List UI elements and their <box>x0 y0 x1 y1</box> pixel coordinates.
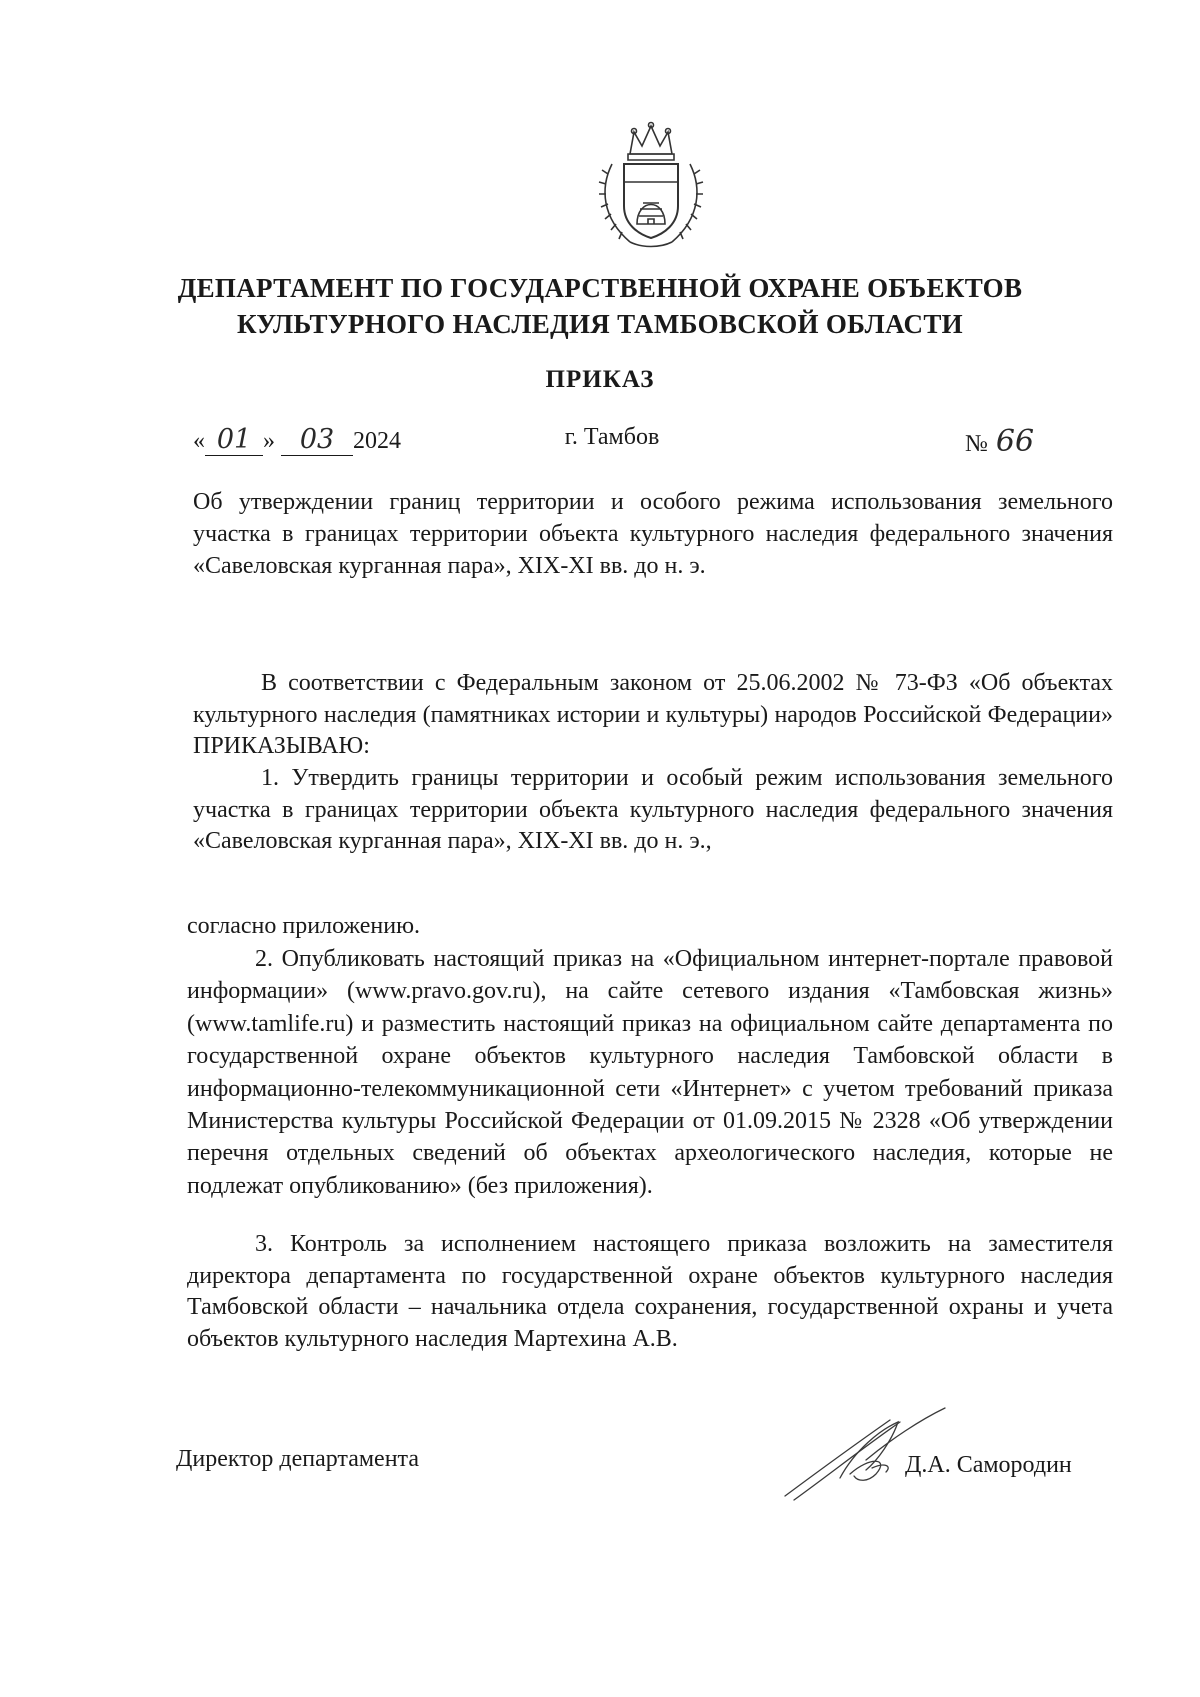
date-open-quote: « <box>193 428 205 454</box>
document-type-title: ПРИКАЗ <box>545 366 655 393</box>
agency-name <box>0 270 1200 342</box>
order-city: г. Тамбов <box>564 424 660 450</box>
director-title: Директор департамента <box>176 1446 419 1472</box>
date-month: 03 <box>281 424 353 456</box>
agency-name-line1: ДЕПАРТАМЕНТ ПО ГОСУДАРСТВЕННОЙ ОХРАНЕ ОБЪЕКТОВ <box>177 273 1023 303</box>
date-year: 2024 <box>353 428 401 454</box>
preamble-paragraph: В соответствии с Федеральным законом от 25.06.2002 № 73-ФЗ «Об объектах культурного наследия (памятниках истории и культуры) народов Российской Федерации» ПРИКАЗЫВАЮ: <box>193 670 1113 759</box>
date-day: 01 <box>205 424 263 456</box>
date-close-quote: » <box>263 428 275 454</box>
order-number <box>965 424 1034 459</box>
order-subject: Об утверждении границ территории и особого режима использования земельного участка в границах территории объекта культурного наследия федерального значения «Савеловская курганная пара», XIX-XI вв. до н. э. <box>193 489 1113 579</box>
order-item-2: 2. Опубликовать настоящий приказ на «Официальном интернет-портале правовой информации» (www.pravo.gov.ru), на сайте сетевого издания «Тамбовская жизнь» (www.tamlife.ru) и разместить настоящий приказ на официальном сайте департамента по государственной охране объектов культурного наследия Тамбовской области в информационно-телекоммуникационной сети «Интернет» с учетом требований приказа Министерства культуры Российской Федерации от 01.09.2015 № 2328 «Об утверждении перечня отдельных сведений об объектах археологического наследия, которые не подлежат опубликованию» (без приложения). <box>187 946 1113 1199</box>
signer-name: Д.А. Самородин <box>905 1452 1072 1478</box>
tambov-coat-of-arms-icon <box>590 118 712 254</box>
order-item-3: 3. Контроль за исполнением настоящего приказа возложить на заместителя директора департамента по государственной охране объектов культурного наследия Тамбовской области – начальника отдела сохранения, государственной охраны и учета объектов культурного наследия Мартехина А.В. <box>187 1231 1113 1352</box>
order-item-1-continuation: согласно приложению. <box>187 913 421 939</box>
order-item-1: 1. Утвердить границы территории и особый режим использования земельного участка в границах территории объекта культурного наследия федерального значения «Савеловская курганная пара», XIX-XI вв. до н. э., <box>193 765 1113 854</box>
order-meta-row <box>0 424 1200 464</box>
agency-name-line2: КУЛЬТУРНОГО НАСЛЕДИЯ ТАМБОВСКОЙ ОБЛАСТИ <box>237 309 963 339</box>
order-number-label: № <box>965 431 988 457</box>
order-number-value: 66 <box>995 424 1035 459</box>
